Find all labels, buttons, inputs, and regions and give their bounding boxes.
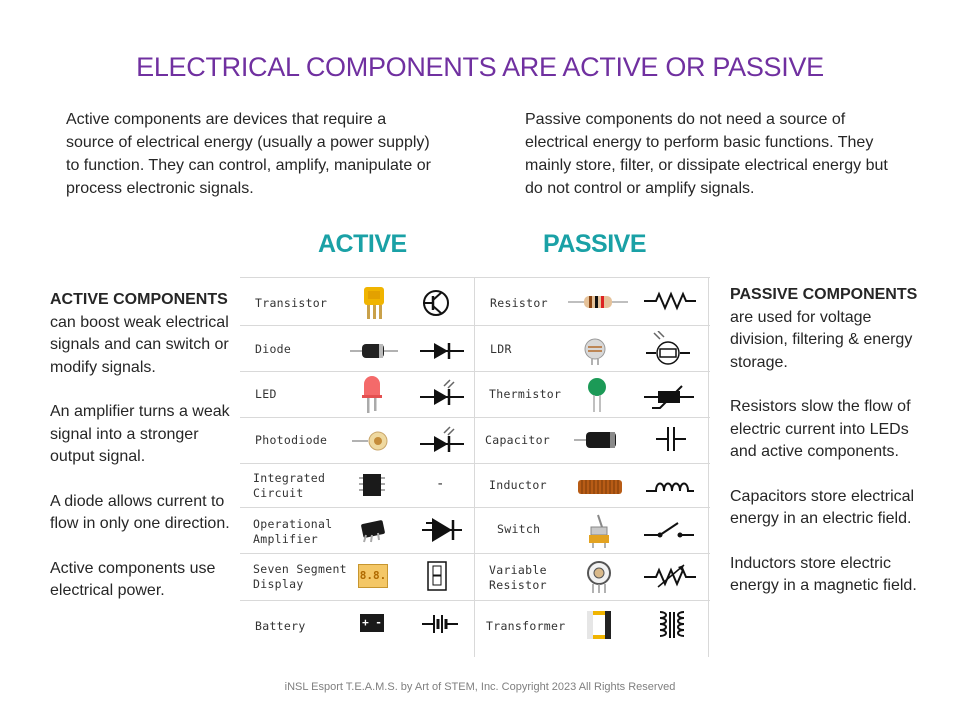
switch-symbol-icon xyxy=(644,515,694,543)
active-name-transistor: Transistor xyxy=(255,296,328,310)
active-name-opamp-line2: Amplifier xyxy=(253,532,319,546)
resistor-photo-icon xyxy=(568,293,628,311)
thermistor-photo-icon xyxy=(586,377,608,413)
integrated-circuit-symbol-text: - xyxy=(436,476,445,492)
passive-notes-p2: Resistors slow the flow of electric current into LEDs and active components. xyxy=(730,398,911,460)
thermistor-symbol-icon xyxy=(644,382,694,412)
page-title: ELECTRICAL COMPONENTS ARE ACTIVE OR PASSIVE xyxy=(136,52,824,82)
ldr-photo-icon xyxy=(582,337,608,365)
active-name-ic-line2: Circuit xyxy=(253,486,304,500)
table-column-divider xyxy=(708,277,709,657)
passive-name-switch: Switch xyxy=(497,522,541,536)
passive-name-resistor: Resistor xyxy=(490,296,548,310)
led-photo-icon xyxy=(360,375,384,415)
inductor-photo-icon xyxy=(576,477,624,497)
passive-notes-heading-rest: are used for voltage division, filtering & energy storage. xyxy=(730,308,913,371)
active-name-7seg-line2: Display xyxy=(253,577,304,591)
table-divider xyxy=(240,463,710,464)
active-name-led: LED xyxy=(255,387,277,401)
passive-notes-p4: Inductors store electric energy in a magnetic field. xyxy=(730,554,917,594)
battery-symbol-icon xyxy=(422,611,458,637)
diode-photo-icon xyxy=(350,341,398,361)
op-amp-photo-icon xyxy=(358,517,388,543)
seven-segment-symbol-icon xyxy=(426,560,448,592)
table-divider xyxy=(240,277,710,278)
table-divider xyxy=(240,507,710,508)
passive-notes-p1 xyxy=(730,284,930,374)
active-name-7seg-line1: Seven Segment xyxy=(253,562,347,576)
passive-notes-heading: PASSIVE COMPONENTS xyxy=(730,286,918,303)
passive-name-inductor: Inductor xyxy=(489,478,547,492)
active-notes-p2: An amplifier turns a weak signal into a stronger output signal. xyxy=(50,403,230,465)
passive-notes-p3: Capacitors store electrical energy in an electric field. xyxy=(730,487,915,527)
active-notes-p3: A diode allows current to flow in only one direction. xyxy=(50,492,230,532)
battery-photo-icon: + - xyxy=(360,614,384,632)
variable-resistor-photo-icon xyxy=(586,560,612,594)
active-name-opamp-line1: Operational xyxy=(253,517,333,531)
active-name-battery: Battery xyxy=(255,619,306,633)
active-notes xyxy=(50,289,235,625)
diode-symbol-icon xyxy=(420,340,464,362)
table-divider xyxy=(240,417,710,418)
table-divider xyxy=(240,553,710,554)
photodiode-photo-icon xyxy=(352,429,392,453)
passive-name-varres-line2: Resistor xyxy=(489,578,547,592)
transformer-symbol-icon xyxy=(656,610,688,640)
active-notes-heading-rest: can boost weak electrical signals and can switch or modify signals. xyxy=(50,313,229,376)
passive-name-varres-line1: Variable xyxy=(489,563,547,577)
passive-name-ldr: LDR xyxy=(490,342,512,356)
inductor-symbol-icon xyxy=(646,477,694,497)
passive-name-thermistor: Thermistor xyxy=(489,387,562,401)
active-intro-text: Active components are devices that require a source of electrical energy (usually a power supply) to function. They can control, amplify, manipulate or process electronic signals. xyxy=(66,111,431,197)
passive-intro-text: Passive components do not need a source of electrical energy to perform basic functions. They mainly store, filter, or dissipate electrical energy but do not control or amplify signals. xyxy=(525,111,888,197)
led-symbol-icon xyxy=(420,377,464,409)
table-divider xyxy=(240,325,710,326)
passive-name-capacitor: Capacitor xyxy=(485,433,551,447)
passive-notes xyxy=(730,284,930,620)
active-name-diode: Diode xyxy=(255,342,292,356)
table-divider xyxy=(240,371,710,372)
transistor-symbol-icon xyxy=(420,287,450,319)
resistor-symbol-icon xyxy=(644,291,696,311)
active-notes-p1 xyxy=(50,289,235,379)
photodiode-symbol-icon xyxy=(420,424,464,456)
integrated-circuit-photo-icon xyxy=(359,471,385,499)
switch-photo-icon xyxy=(586,513,612,549)
active-name-ic-line1: Integrated xyxy=(253,471,326,485)
variable-resistor-symbol-icon xyxy=(644,563,696,589)
passive-name-transformer: Transformer xyxy=(486,619,566,633)
components-table xyxy=(240,277,710,657)
transformer-photo-icon xyxy=(584,607,614,643)
op-amp-symbol-icon xyxy=(420,515,464,545)
seven-segment-photo-icon: 8.8. xyxy=(358,564,388,588)
active-notes-heading: ACTIVE COMPONENTS xyxy=(50,291,228,308)
table-divider xyxy=(240,600,710,601)
transistor-photo-icon xyxy=(358,285,390,321)
table-column-divider xyxy=(474,277,475,657)
capacitor-symbol-icon xyxy=(656,425,686,453)
active-notes-p4: Active components use electrical power. xyxy=(50,559,216,599)
capacitor-photo-icon xyxy=(574,429,620,451)
active-name-photodiode: Photodiode xyxy=(255,433,328,447)
passive-header: PASSIVE xyxy=(543,230,647,258)
active-header: ACTIVE xyxy=(318,230,407,258)
ldr-symbol-icon xyxy=(646,331,690,365)
footer-copyright: iNSL Esport T.E.A.M.S. by Art of STEM, Inc. Copyright 2023 All Rights Reserved xyxy=(284,681,676,693)
